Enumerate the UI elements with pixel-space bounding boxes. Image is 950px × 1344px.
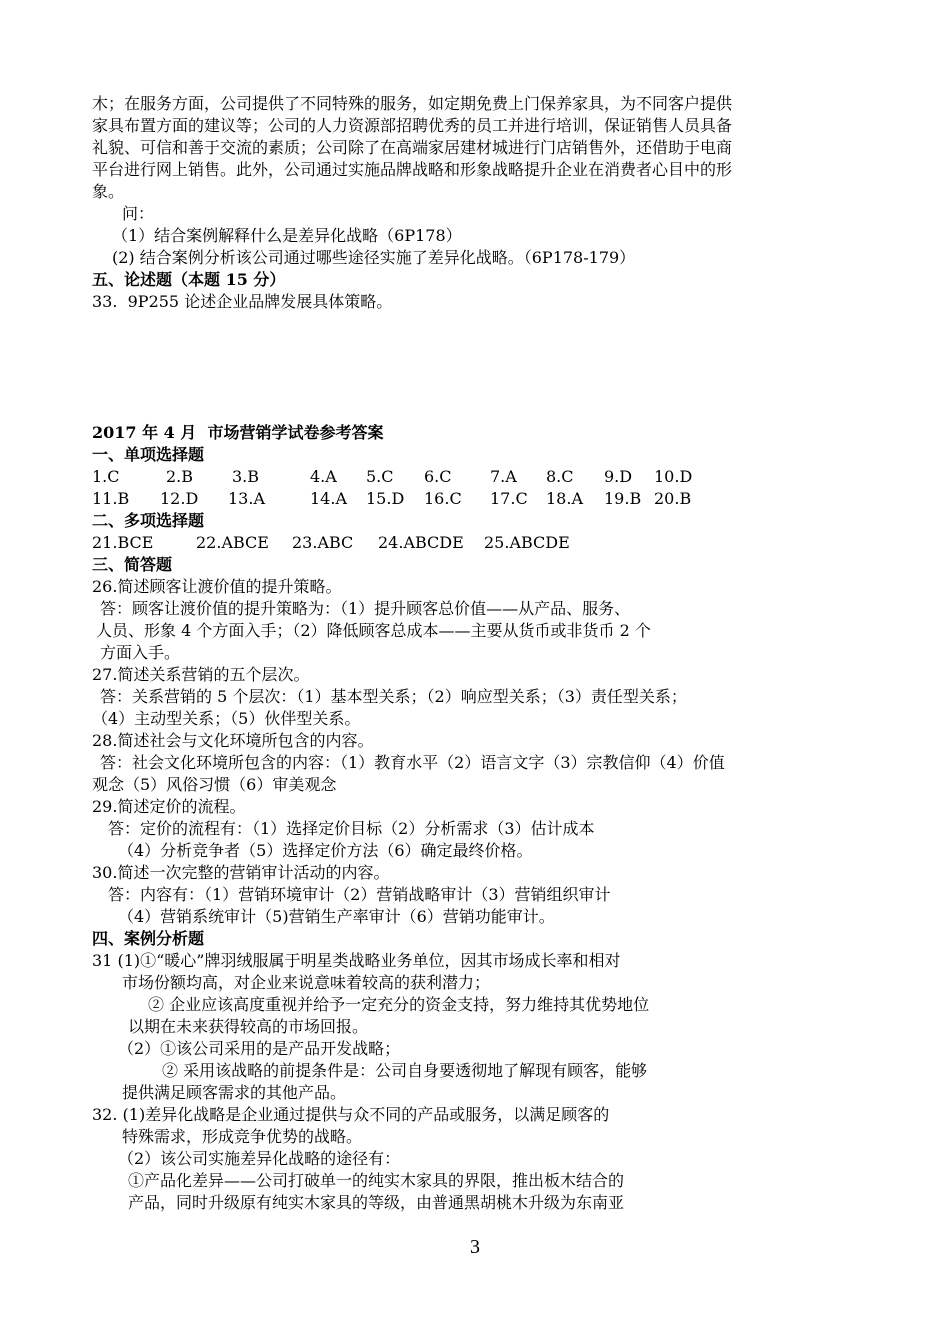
answer-item: 1.C — [92, 467, 120, 486]
case-text-line: 礼貌、可信和善于交流的素质；公司除了在高端家居建材城进行门店销售外，还借助于电商 — [92, 138, 733, 157]
answer-text: （4）营销系统审计（5)营销生产率审计（6）营销功能审计。 — [118, 907, 555, 926]
answer-text: 答：顾客让渡价值的提升策略为：（1）提升顾客总价值——从产品、服务、 — [100, 599, 631, 618]
answer-item: 12.D — [160, 489, 199, 508]
answer-text: 人员、形象 4 个方面入手；（2）降低顾客总成本——主要从货币或非货币 2 个 — [96, 621, 651, 640]
question-item: （1）结合案例解释什么是差异化战略（6P178） — [112, 226, 462, 245]
section-heading: 四、案例分析题 — [92, 929, 205, 948]
answer-text: 特殊需求，形成竞争优势的战略。 — [122, 1127, 363, 1146]
answer-item: 3.B — [232, 467, 260, 486]
answer-item: 13.A — [228, 489, 265, 508]
answer-text: ② 采用该战略的前提条件是：公司自身要透彻地了解现有顾客，能够 — [162, 1061, 648, 1080]
answer-item: 9.D — [604, 467, 633, 486]
answer-item: 14.A — [310, 489, 347, 508]
answer-item: 7.A — [490, 467, 517, 486]
answer-item: 24.ABCDE — [378, 533, 464, 552]
case-text-line: 象。 — [92, 182, 125, 201]
answer-item: 23.ABC — [292, 533, 354, 552]
answer-item: 11.B — [92, 489, 130, 508]
answer-text: 以期在未来获得较高的市场回报。 — [128, 1017, 369, 1036]
case-text-line: 家具布置方面的建议等；公司的人力资源部招聘优秀的员工并进行培训，保证销售人员具备 — [92, 116, 733, 135]
answer-text: 答：社会文化环境所包含的内容：（1）教育水平（2）语言文字（3）宗教信仰（4）价值 — [100, 753, 725, 772]
answer-item: 17.C — [490, 489, 528, 508]
answer-item: 8.C — [546, 467, 574, 486]
question-item: 30.简述一次完整的营销审计活动的内容。 — [92, 863, 390, 882]
answer-item: 4.A — [310, 467, 337, 486]
answer-text: （4）主动型关系；（5）伙伴型关系。 — [92, 709, 361, 728]
section-heading: 一、单项选择题 — [92, 445, 205, 464]
case-text-line: 平台进行网上销售。此外，公司通过实施品牌战略和形象战略提升企业在消费者心目中的形 — [92, 160, 733, 179]
answer-item: 6.C — [424, 467, 452, 486]
answer-item: 10.D — [654, 467, 693, 486]
question-item: (2) 结合案例分析该公司通过哪些途径实施了差异化战略。（6P178-179） — [112, 248, 636, 267]
page-number: 3 — [470, 1236, 480, 1258]
answer-text: 答：定价的流程有：（1）选择定价目标（2）分析需求（3）估计成本 — [108, 819, 595, 838]
answer-text: 市场份额均高，对企业来说意味着较高的获利潜力； — [122, 973, 491, 992]
answer-item: 20.B — [654, 489, 692, 508]
answer-item: 5.C — [366, 467, 394, 486]
answer-item: 15.D — [366, 489, 405, 508]
answer-text: （4）分析竞争者（5）选择定价方法（6）确定最终价格。 — [118, 841, 533, 860]
answer-text: 产品，同时升级原有纯实木家具的等级，由普通黑胡桃木升级为东南亚 — [128, 1193, 625, 1212]
answer-text: 方面入手。 — [100, 643, 181, 662]
answer-text: （2）该公司实施差异化战略的途径有： — [118, 1149, 401, 1168]
answer-row — [92, 532, 862, 554]
question-item: 33. 9P255 论述企业品牌发展具体策略。 — [92, 292, 393, 311]
answer-item: 19.B — [604, 489, 642, 508]
answer-row — [92, 466, 862, 488]
question-item: 28.简述社会与文化环境所包含的内容。 — [92, 731, 374, 750]
section-heading: 三、简答题 — [92, 555, 173, 574]
answer-text: ①产品化差异——公司打破单一的纯实木家具的界限，推出板木结合的 — [128, 1171, 625, 1190]
question-prompt: 问： — [122, 204, 155, 223]
case-text-line: 木；在服务方面，公司提供了不同特殊的服务，如定期免费上门保养家具，为不同客户提供 — [92, 94, 733, 113]
question-item: 26.简述顾客让渡价值的提升策略。 — [92, 577, 342, 596]
answer-text: 32. (1)差异化战略是企业通过提供与众不同的产品或服务，以满足顾客的 — [92, 1105, 610, 1124]
answer-row — [92, 488, 862, 510]
blank-space — [92, 313, 862, 422]
answer-text: 答：关系营销的 5 个层次：（1）基本型关系；（2）响应型关系；（3）责任型关系； — [100, 687, 687, 706]
answer-title: 2017 年 4 月 市场营销学试卷参考答案 — [92, 423, 384, 442]
answer-item: 25.ABCDE — [484, 533, 570, 552]
answer-text: 31 (1)①“暖心”牌羽绒服属于明星类战略业务单位，因其市场成长率和相对 — [92, 951, 621, 970]
question-item: 27.简述关系营销的五个层次。 — [92, 665, 310, 684]
answer-item: 2.B — [166, 467, 194, 486]
section-heading: 五、论述题（本题 15 分） — [92, 270, 286, 289]
answer-item: 16.C — [424, 489, 462, 508]
answer-text: （2）①该公司采用的是产品开发战略； — [118, 1039, 401, 1058]
answer-text: 观念（5）风俗习惯（6）审美观念 — [92, 775, 337, 794]
answer-item: 21.BCE — [92, 533, 154, 552]
answer-item: 22.ABCE — [196, 533, 269, 552]
section-heading: 二、多项选择题 — [92, 511, 205, 530]
answer-item: 18.A — [546, 489, 583, 508]
question-item: 29.简述定价的流程。 — [92, 797, 246, 816]
document-page — [92, 93, 862, 1214]
answer-text: ② 企业应该高度重视并给予一定充分的资金支持，努力维持其优势地位 — [148, 995, 650, 1014]
answer-text: 答：内容有：（1）营销环境审计（2）营销战略审计（3）营销组织审计 — [108, 885, 611, 904]
answer-text: 提供满足顾客需求的其他产品。 — [122, 1083, 347, 1102]
